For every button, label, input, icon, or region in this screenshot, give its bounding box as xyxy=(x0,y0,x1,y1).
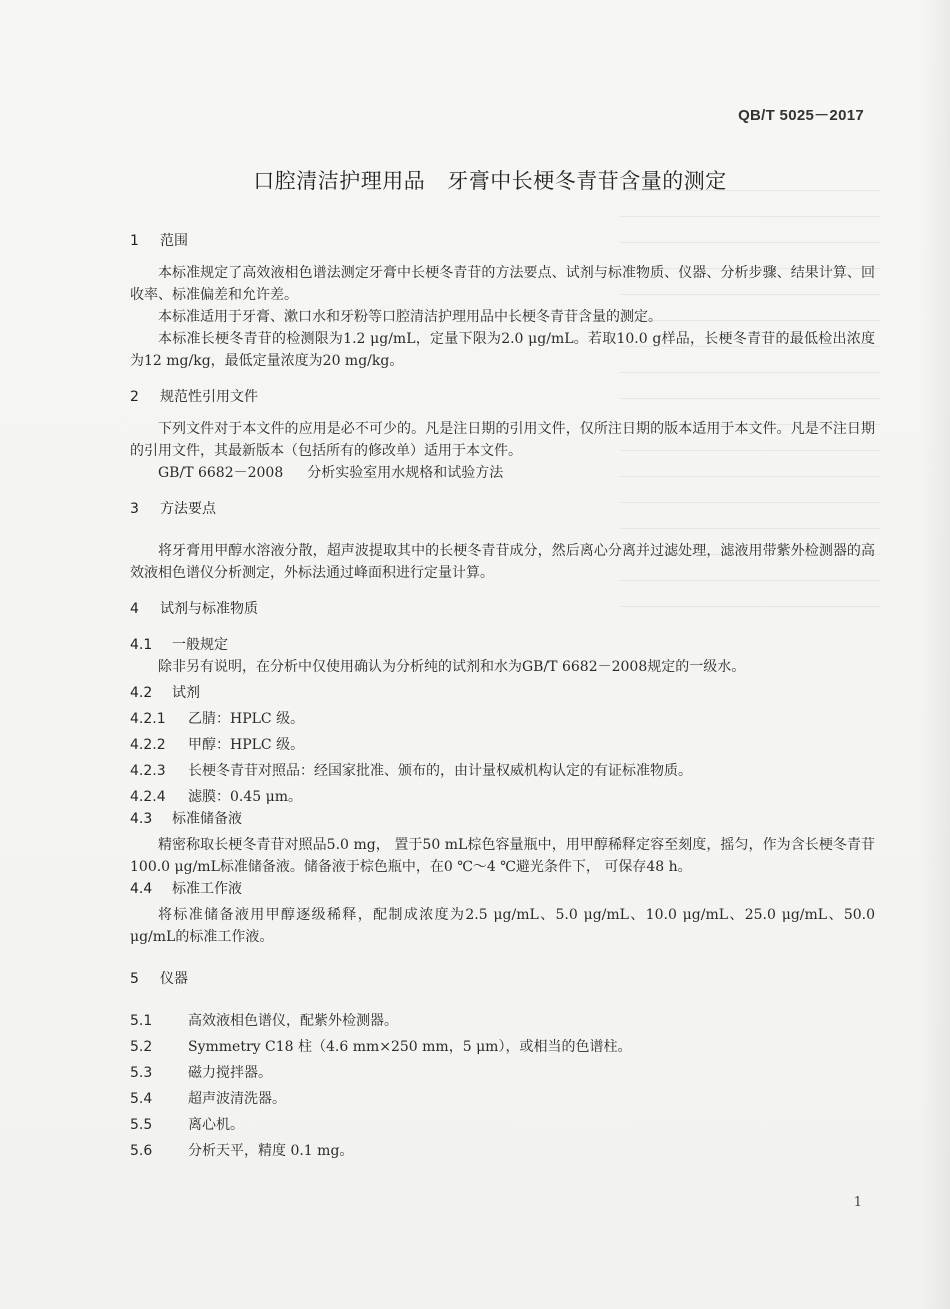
subsection-4-3-heading xyxy=(130,808,875,830)
item-number: 5.4 xyxy=(130,1091,153,1107)
item-number: 4.2.2 xyxy=(130,737,166,753)
section-4-heading xyxy=(130,598,875,620)
section-number: 1 xyxy=(130,233,139,249)
list-item xyxy=(130,760,875,782)
subsection-number: 4.1 xyxy=(130,637,153,653)
item-text: 滤膜：0.45 μm。 xyxy=(188,789,302,805)
section-5-heading xyxy=(130,968,875,990)
item-number: 5.1 xyxy=(130,1013,153,1029)
subsection-number: 4.2 xyxy=(130,685,153,701)
document-body xyxy=(130,230,875,1162)
section-title: 范围 xyxy=(160,233,188,249)
paragraph: 除非另有说明，在分析中仅使用确认为分析纯的试剂和水为GB/T 6682－2008规定的一级水。 xyxy=(158,659,746,675)
list-item xyxy=(130,1036,875,1058)
normative-reference xyxy=(130,462,875,484)
title-part-2: 牙膏中长梗冬青苷含量的测定 xyxy=(447,169,727,193)
subsection-title: 试剂 xyxy=(172,685,200,701)
item-number: 5.5 xyxy=(130,1117,153,1133)
item-text: 分析天平，精度 0.1 mg。 xyxy=(188,1143,354,1159)
paragraph: 精密称取长梗冬青苷对照品5.0 mg， 置于50 mL棕色容量瓶中，用甲醇稀释定容至刻度，摇匀，作为含长梗冬青苷100.0 μg/mL标准储备液。储备液于棕色瓶中，在0 ℃～4 ℃避光条件下， 可保存48 h。 xyxy=(130,837,875,875)
subsection-title: 一般规定 xyxy=(172,637,228,653)
paragraph: 将标准储备液用甲醇逐级稀释，配制成浓度为2.5 μg/mL、5.0 μg/mL、10.0 μg/mL、25.0 μg/mL、50.0 μg/mL的标准工作液。 xyxy=(130,907,875,945)
paragraph: 本标准长梗冬青苷的检测限为1.2 μg/mL，定量下限为2.0 μg/mL。若取10.0 g样品，长梗冬青苷的最低检出浓度为12 mg/kg，最低定量浓度为20 mg/kg。 xyxy=(130,331,875,369)
subsection-4-2-heading xyxy=(130,682,875,704)
page-number: 1 xyxy=(853,1195,862,1210)
paragraph: 将牙膏用甲醇水溶液分散，超声波提取其中的长梗冬青苷成分，然后离心分离并过滤处理，滤液用带紫外检测器的高效液相色谱仪分析测定，外标法通过峰面积进行定量计算。 xyxy=(130,543,875,581)
item-text: 长梗冬青苷对照品：经国家批准、颁布的，由计量权威机构认定的有证标准物质。 xyxy=(188,763,692,779)
section-1-heading xyxy=(130,230,875,252)
item-number: 4.2.1 xyxy=(130,711,166,727)
item-text: 离心机。 xyxy=(188,1117,244,1133)
reference-title: 分析实验室用水规格和试验方法 xyxy=(307,465,504,481)
document-title xyxy=(0,165,950,195)
section-number: 5 xyxy=(130,971,139,987)
item-text: Symmetry C18 柱（4.6 mm×250 mm，5 μm），或相当的色谱柱。 xyxy=(188,1039,632,1055)
item-number: 4.2.3 xyxy=(130,763,166,779)
item-number: 4.2.4 xyxy=(130,789,166,805)
item-text: 甲醇：HPLC 级。 xyxy=(188,737,305,753)
item-number: 5.3 xyxy=(130,1065,153,1081)
section-number: 3 xyxy=(130,501,139,517)
subsection-4-4-heading xyxy=(130,878,875,900)
subsection-title: 标准储备液 xyxy=(172,811,242,827)
scan-edge-shade xyxy=(920,0,950,1309)
paragraph: 本标准适用于牙膏、漱口水和牙粉等口腔清洁护理用品中长梗冬青苷含量的测定。 xyxy=(158,309,662,325)
list-item xyxy=(130,734,875,756)
item-number: 5.2 xyxy=(130,1039,153,1055)
section-title: 方法要点 xyxy=(160,501,216,517)
item-number: 5.6 xyxy=(130,1143,153,1159)
title-part-1: 口腔清洁护理用品 xyxy=(253,169,426,193)
subsection-4-1-heading xyxy=(130,634,875,656)
paragraph: 下列文件对于本文件的应用是必不可少的。凡是注日期的引用文件，仅所注日期的版本适用于本文件。凡是不注日期的引用文件，其最新版本（包括所有的修改单）适用于本文件。 xyxy=(130,421,875,459)
item-text: 超声波清洗器。 xyxy=(188,1091,286,1107)
list-item xyxy=(130,708,875,730)
subsection-title: 标准工作液 xyxy=(172,881,242,897)
section-number: 2 xyxy=(130,389,139,405)
section-3-heading xyxy=(130,498,875,520)
standard-code: QB/T 5025－2017 xyxy=(738,107,864,124)
list-item xyxy=(130,1114,875,1136)
subsection-number: 4.4 xyxy=(130,881,153,897)
section-title: 规范性引用文件 xyxy=(160,389,258,405)
list-item xyxy=(130,1088,875,1110)
section-2-heading xyxy=(130,386,875,408)
item-text: 乙腈：HPLC 级。 xyxy=(188,711,305,727)
subsection-number: 4.3 xyxy=(130,811,153,827)
list-item xyxy=(130,786,875,808)
section-title: 试剂与标准物质 xyxy=(160,601,258,617)
item-text: 磁力搅拌器。 xyxy=(188,1065,272,1081)
list-item xyxy=(130,1010,875,1032)
section-number: 4 xyxy=(130,601,139,617)
list-item xyxy=(130,1140,875,1162)
list-item xyxy=(130,1062,875,1084)
paragraph: 本标准规定了高效液相色谱法测定牙膏中长梗冬青苷的方法要点、试剂与标准物质、仪器、分析步骤、结果计算、回收率、标准偏差和允许差。 xyxy=(130,265,875,303)
item-text: 高效液相色谱仪，配紫外检测器。 xyxy=(188,1013,398,1029)
section-title: 仪器 xyxy=(160,971,188,987)
reference-code: GB/T 6682－2008 xyxy=(158,465,284,481)
